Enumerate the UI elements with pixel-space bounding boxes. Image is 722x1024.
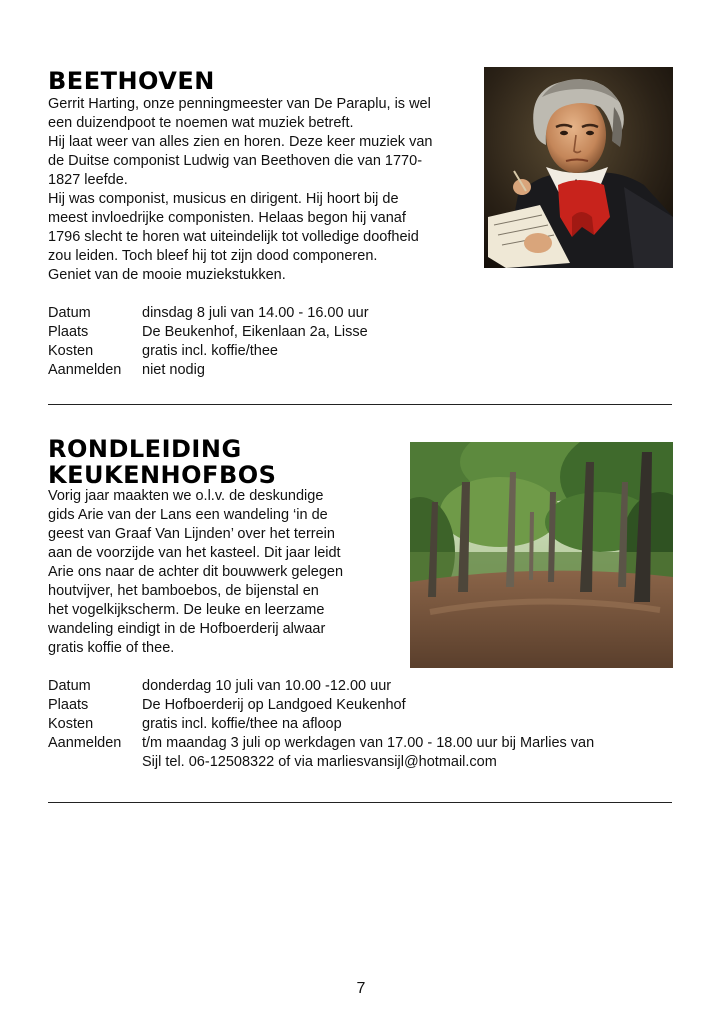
text-line: Hij laat weer van alles zien en horen. Deze keer muziek van [48, 134, 433, 150]
text-line: 1827 leefde. [48, 172, 128, 188]
kosten-value: gratis incl. koffie/thee na afloop [142, 716, 342, 732]
text-line: Gerrit Harting, onze penningmeester van De Paraplu, is wel [48, 96, 431, 112]
text-line: gids Arie van der Lans een wandeling ‘in de [48, 507, 328, 523]
aanmelden-value [142, 734, 594, 772]
detail-row-aanmelden [48, 734, 594, 772]
rondleiding-event-details [48, 677, 594, 772]
portrait-illustration [484, 67, 673, 268]
aanmelden-label: Aanmelden [48, 735, 122, 751]
datum-label: Datum [48, 678, 91, 694]
beethoven-description [48, 95, 432, 285]
detail-row-datum [48, 304, 369, 323]
text-line: Arie ons naar de achter dit bouwwerk gelegen [48, 564, 344, 580]
kosten-value: gratis incl. koffie/thee [142, 343, 278, 359]
detail-row-kosten [48, 715, 594, 734]
datum-value: dinsdag 8 juli van 14.00 - 16.00 uur [142, 305, 369, 321]
text-line: het vogelkijkscherm. De leuke en leerzame [48, 602, 325, 618]
rondleiding-description [48, 487, 343, 658]
title-line: KEUKENHOFBOS [48, 461, 277, 489]
detail-row-plaats [48, 696, 594, 715]
text-line: gratis koffie of thee. [48, 640, 175, 656]
datum-label: Datum [48, 305, 91, 321]
text-line: aan de voorzijde van het kasteel. Dit jaar leidt [48, 545, 341, 561]
detail-row-aanmelden [48, 361, 369, 380]
plaats-value: De Hofboerderij op Landgoed Keukenhof [142, 697, 406, 713]
text-line: zou leiden. Toch bleef hij tot zijn dood componeren. [48, 248, 378, 264]
text-line: houtvijver, het bamboebos, de bijenstal en [48, 583, 319, 599]
kosten-label: Kosten [48, 343, 94, 359]
section-divider [48, 802, 672, 803]
section-title-beethoven: BEETHOVEN [48, 67, 215, 95]
plaats-label: Plaats [48, 697, 89, 713]
detail-row-plaats [48, 323, 369, 342]
aanmelden-line: Sijl tel. 06-12508322 of via marliesvansijl@hotmail.com [142, 754, 497, 770]
text-line: Vorig jaar maakten we o.l.v. de deskundige [48, 488, 324, 504]
aanmelden-value: niet nodig [142, 362, 205, 378]
text-line: 1796 slecht te horen wat uiteindelijk tot volledige doofheid [48, 229, 419, 245]
aanmelden-label: Aanmelden [48, 362, 122, 378]
section-title-rondleiding [48, 436, 276, 488]
beethoven-portrait-image [484, 67, 673, 268]
text-line: geest van Graaf Van Lijnden’ over het terrein [48, 526, 335, 542]
text-line: Hij was componist, musicus en dirigent. Hij hoort bij de [48, 191, 399, 207]
plaats-value: De Beukenhof, Eikenlaan 2a, Lisse [142, 324, 368, 340]
beethoven-event-details [48, 304, 369, 380]
text-line: de Duitse componist Ludwig van Beethoven die van 1770- [48, 153, 423, 169]
title-line: RONDLEIDING [48, 435, 242, 463]
text-line: Geniet van de mooie muziekstukken. [48, 267, 286, 283]
page-number: 7 [356, 980, 366, 997]
datum-value: donderdag 10 juli van 10.00 -12.00 uur [142, 678, 392, 694]
kosten-label: Kosten [48, 716, 94, 732]
text-line: meest invloedrijke componisten. Helaas begon hij vanaf [48, 210, 406, 226]
detail-row-kosten [48, 342, 369, 361]
forest-illustration [410, 442, 673, 668]
text-line: een duizendpoot te noemen wat muziek betreft. [48, 115, 354, 131]
aanmelden-line: t/m maandag 3 juli op werkdagen van 17.00 - 18.00 uur bij Marlies van [142, 735, 595, 751]
text-line: wandeling eindigt in de Hofboerderij alwaar [48, 621, 326, 637]
forest-photo-image [410, 442, 673, 668]
detail-row-datum [48, 677, 594, 696]
plaats-label: Plaats [48, 324, 89, 340]
section-divider [48, 404, 672, 405]
